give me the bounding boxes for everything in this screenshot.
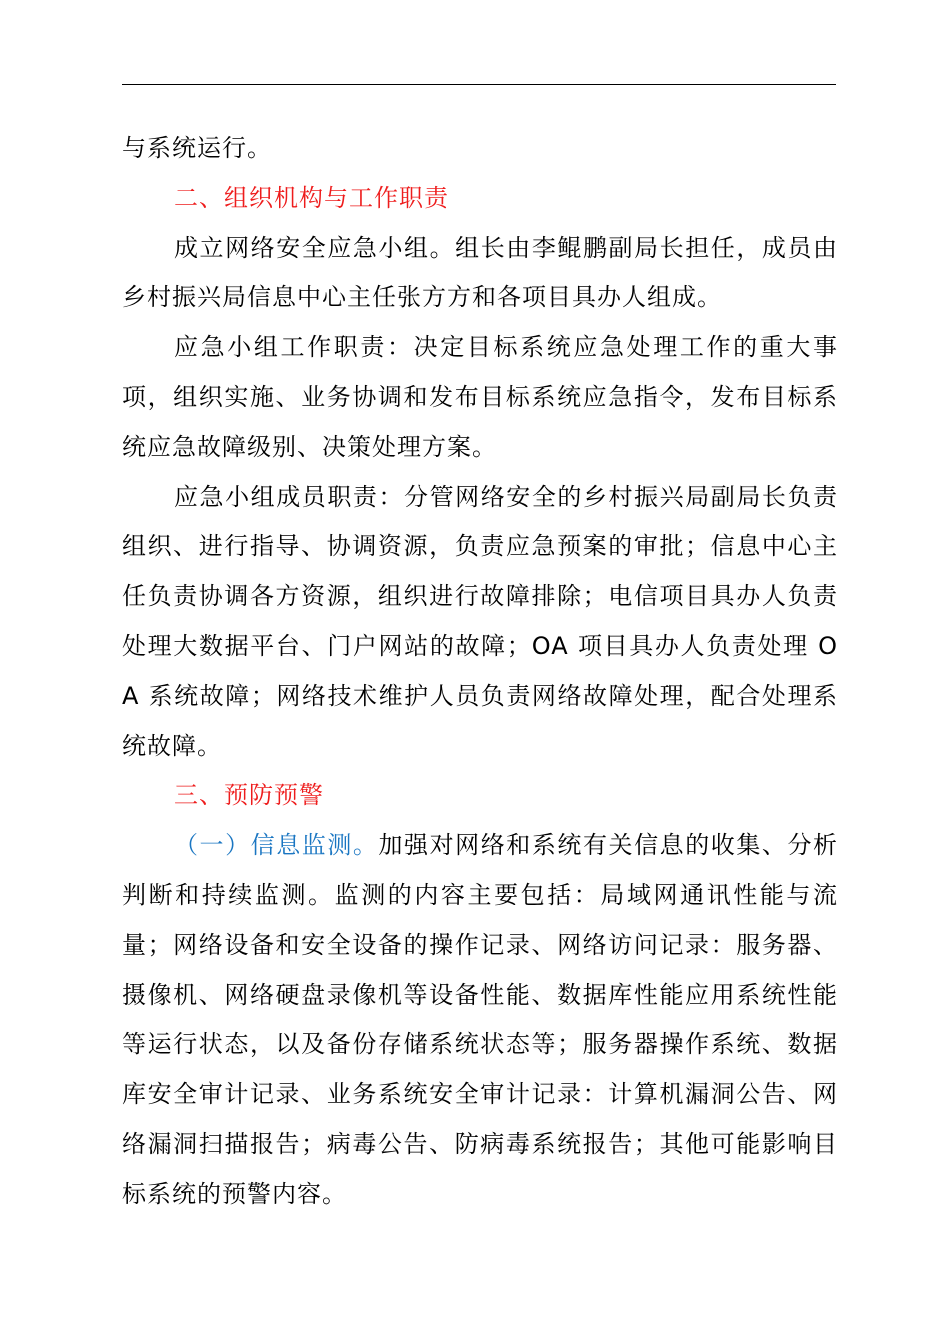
header-rule	[122, 84, 836, 85]
section-heading-organization: 二、组织机构与工作职责	[174, 183, 449, 212]
subheading-monitoring: （一）信息监测。	[174, 831, 379, 860]
paragraph-monitoring-text: 加强对网络和系统有关信息的收集、分析判断和持续监测。监测的内容主要包括：局域网通讯性能与流量；网络设备和安全设备的操作记录、网络访问记录：服务器、摄像机、网络硬盘录像机等设备性能、数据库性能应用系统性能等运行状态，以及备份存储系统状态等；服务器操作系统、数据库安全审计记录、业务系统安全审计记录：计算机漏洞公告、网络漏洞扫描报告；病毒公告、防病毒系统报告；其他可能影响目标系统的预警内容。	[122, 831, 839, 1208]
paragraph-team-setup: 成立网络安全应急小组。组长由李鲲鹏副局长担任，成员由乡村振兴局信息中心主任张方方和各项目具办人组成。	[122, 233, 838, 312]
document-body	[122, 124, 838, 1220]
paragraph-member-duties: 应急小组成员职责：分管网络安全的乡村振兴局副局长负责组织、进行指导、协调资源，负责应急预案的审批；信息中心主任负责协调各方资源，组织进行故障排除；电信项目具办人负责处理大数据平台、门户网站的故障；OA 项目具办人负责处理 OA 系统故障；网络技术维护人员负责网络故障处理，配合处理系统故障。	[122, 482, 838, 760]
paragraph-continuation: 与系统运行。	[122, 134, 272, 162]
section-heading-prevention: 三、预防预警	[174, 781, 324, 810]
paragraph-monitoring	[122, 821, 838, 1219]
paragraph-team-duties: 应急小组工作职责：决定目标系统应急处理工作的重大事项，组织实施、业务协调和发布目标系统应急指令，发布目标系统应急故障级别、决策处理方案。	[122, 333, 838, 461]
